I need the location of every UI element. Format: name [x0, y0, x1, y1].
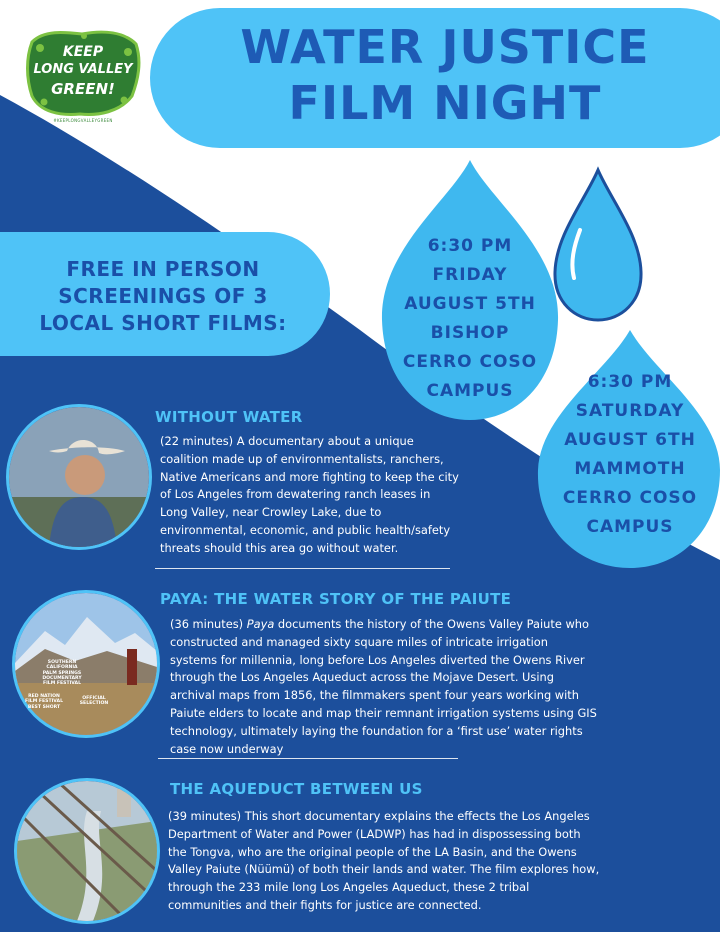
aqueduct-image-icon: [17, 781, 157, 921]
event1-date: AUGUST 5TH: [404, 294, 536, 314]
film2-description: [170, 616, 598, 758]
laurel-1: SOUTHERN CALIFORNIA PALM SPRINGS DOCUMENTARY FILM FESTIVAL: [42, 660, 82, 687]
page-title-line1: WATER JUSTICE: [240, 20, 650, 74]
event1-city: BISHOP: [430, 323, 510, 343]
logo-line2: LONG VALLEY: [33, 62, 133, 77]
film2-description-italic: Paya: [246, 617, 275, 631]
subtitle-line1: FREE IN PERSON: [66, 257, 260, 281]
event2-venue2: CAMPUS: [586, 517, 674, 537]
page-title-line2: FILM NIGHT: [288, 76, 602, 130]
laurel-2: RED NATION FILM FESTIVAL BEST SHORT: [24, 694, 64, 710]
logo-line1: KEEP: [62, 44, 104, 60]
laurel-3: OFFICIAL SELECTION: [79, 696, 109, 707]
film1-title: WITHOUT WATER: [155, 408, 303, 426]
event1-time: 6:30 PM: [427, 236, 513, 256]
divider-1: [155, 568, 450, 569]
event2-day: SATURDAY: [575, 401, 685, 421]
event2-date: AUGUST 6TH: [564, 430, 696, 450]
film2-description-prefix: (36 minutes): [170, 617, 247, 631]
event2-city: MAMMOTH: [574, 459, 686, 479]
logo-line3: GREEN!: [51, 80, 115, 98]
event1-venue: CERRO COSO: [402, 352, 538, 372]
film1-description: (22 minutes) A documentary about a unique coalition made up of environmentalists, ranchers, Native Americans and more fighting to keep the city of Los Angeles from dewatering ranch leases in Long Valley, near Crowley Lake, due to environmental, economic, and public health/safety threats should this area go without water.: [160, 434, 459, 555]
film3-title: THE AQUEDUCT BETWEEN US: [170, 780, 423, 798]
film2-description-body: documents the history of the Owens Valley Paiute who constructed and managed sixty square miles of intricate irrigation systems for millennia, long before Los Angeles diverted the Owens River through the Los Angeles Aqueduct across the Mojave Desert. Using archival maps from 1856, the filmmakers spent four years working with Paiute elders to locate and map their remnant irrigation systems using GIS technology, ultimately laying the foundation for a ‘first use’ water rights case now underway: [170, 617, 597, 756]
subtitle-line2: SCREENINGS OF 3: [58, 284, 268, 308]
film2-title: PAYA: THE WATER STORY OF THE PAIUTE: [160, 590, 512, 608]
subtitle-line3: LOCAL SHORT FILMS:: [39, 311, 287, 335]
film3-image: [14, 778, 160, 924]
film3-description: (39 minutes) This short documentary explains the effects the Los Angeles Department of Water and Power (LADWP) has had in dispossessing both the Tongva, who are the original people of the LA Basin, and the Owens Valley Paiute (Nüümü) of both their lands and water. The film explores how, through the 233 mile long Los Angeles Aqueduct, these 2 tribal communities and their fights for justice are connected.: [168, 809, 600, 912]
logo-tagline: #KEEPLONGVALLEYGREEN: [53, 118, 113, 123]
event1-venue2: CAMPUS: [426, 381, 514, 401]
film1-image: [6, 404, 152, 550]
event1-day: FRIDAY: [432, 265, 508, 285]
event2-time: 6:30 PM: [587, 372, 673, 392]
mountain-image-icon: [15, 593, 157, 735]
event2-venue: CERRO COSO: [562, 488, 698, 508]
drop-outline-shape: [555, 170, 641, 320]
divider-2: [158, 758, 458, 759]
cowboy-image-icon: [9, 407, 149, 547]
film2-image: [12, 590, 160, 738]
